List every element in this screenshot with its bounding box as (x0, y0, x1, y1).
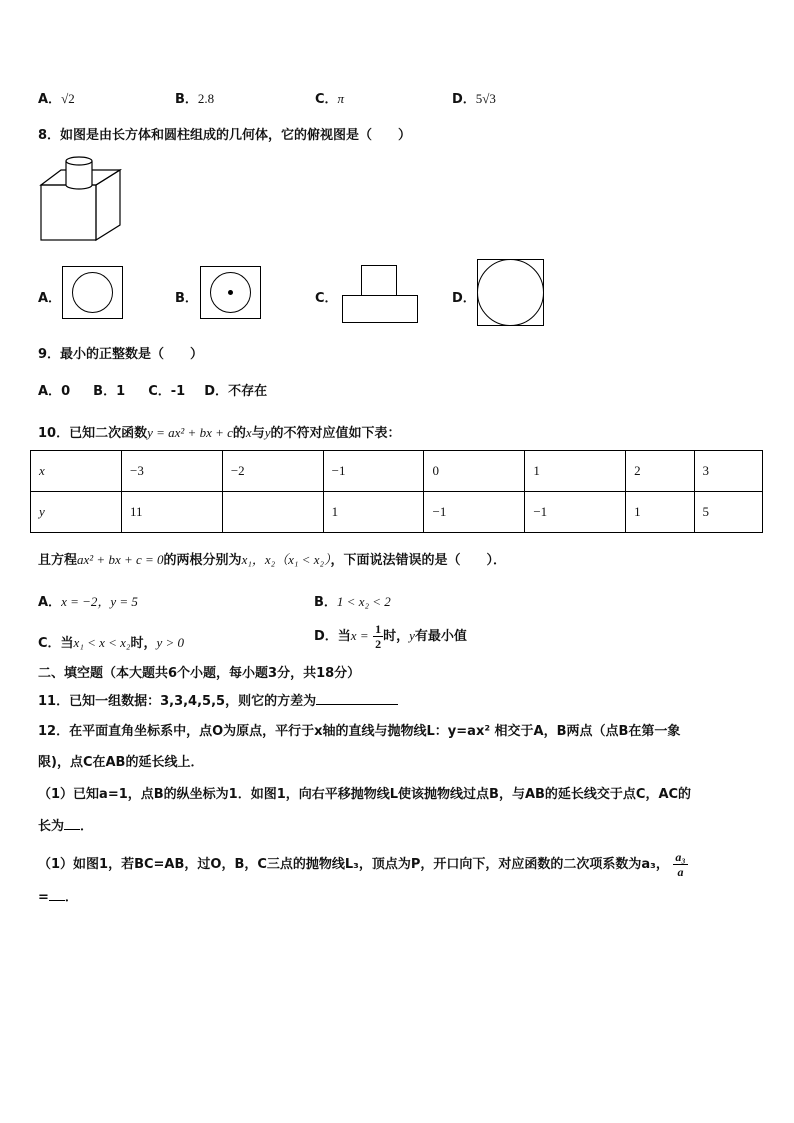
section-heading: 二、填空题（本大题共6个小题，每小题3分，共18分） (38, 666, 361, 681)
table-cell: 3 (694, 451, 762, 492)
q10-stem: 10．已知二次函数y = ax² + bx + c的x与y的不符对应值如下表： (38, 425, 401, 441)
answer-blank (316, 692, 398, 705)
table-cell: −1 (525, 492, 626, 533)
q7-option-b: B．2.8 (175, 91, 215, 107)
q12-line2: 限)，点C在AB的延长线上． (38, 755, 204, 770)
fraction-a3-over-a: $\frac{\text{a₃}}{a}$ (675, 850, 686, 879)
q9-stem: 9．最小的正整数是（ ） (38, 347, 204, 362)
q12-part1-line1: （1）已知a=1，点B的纵坐标为1．如图1，向右平移抛物线L使该抛物线过点B，与AB的延长线交于点C，AC的 (38, 787, 692, 802)
table-row (31, 451, 763, 492)
table-cell: y (31, 492, 122, 533)
table-cell: 0 (424, 451, 525, 492)
q8-option-c-figure (342, 265, 420, 325)
table-cell: −3 (122, 451, 223, 492)
table-cell: −2 (222, 451, 323, 492)
table-cell (222, 492, 323, 533)
q12-part2-line1: （1）如图1，若BC=AB，过O，B，C三点的抛物线L₃，顶点为P，开口向下，对应函数的二次项系数为a₃， $\frac{\text{a₃}}{a}$ (38, 850, 686, 879)
q10-option-d: D．当x = $\frac{1}{2}$ 时，y有最小值 (314, 622, 467, 651)
fraction-one-half: $\frac{1}{2}$ (375, 622, 382, 651)
answer-blank (64, 817, 80, 830)
q7-option-d: D．5√3 (452, 91, 496, 107)
q8-stem: 8．如图是由长方体和圆柱组成的几何体，它的俯视图是（ ） (38, 128, 412, 143)
q10-option-b: B．1 < x₂ < 2 (314, 594, 391, 610)
table-cell: 1 (525, 451, 626, 492)
table-cell: 11 (122, 492, 223, 533)
q7-option-a: A．√2 (38, 91, 75, 107)
answer-blank (49, 888, 65, 901)
q8-option-a-label: A． (38, 291, 62, 306)
table-cell: 1 (323, 492, 424, 533)
table-cell: 1 (626, 492, 694, 533)
table-cell: x (31, 451, 122, 492)
table-cell: −1 (323, 451, 424, 492)
q12-part2-line2: = ． (38, 890, 78, 905)
table-row (31, 492, 763, 533)
q11-stem: 11．已知一组数据：3,3,4,5,5，则它的方差为 (38, 690, 398, 709)
q8-option-d-figure (477, 259, 545, 327)
q9-options: A．0 B．1 C．-1 D．不存在 (38, 384, 268, 399)
q10-value-table (30, 450, 763, 533)
q8-option-b-figure (200, 266, 262, 320)
q8-option-b-label: B． (175, 291, 198, 306)
table-cell: 2 (626, 451, 694, 492)
q10-option-c: C．当x₁ < x < x₂时，y > 0 (38, 635, 185, 651)
q12-line1: 12．在平面直角坐标系中，点O为原点，平行于x轴的直线与抛物线L：y=ax² 相交于A，B两点（点B在第一象 (38, 724, 681, 739)
table-cell: −1 (424, 492, 525, 533)
q10-condition: 且方程ax² + bx + c = 0的两根分别为x₁，x₂（x₁ < x₂），下面说法错误的是（ ）． (38, 552, 507, 568)
table-cell: 5 (694, 492, 762, 533)
q8-option-a-figure (62, 266, 124, 320)
q8-solid-figure (36, 155, 126, 247)
q8-option-c-label: C． (315, 291, 338, 306)
q7-option-c: C．π (315, 91, 345, 107)
q12-part1-line2: 长为 ． (38, 819, 94, 834)
q8-option-d-label: D． (452, 291, 476, 306)
q10-option-a: A．x = −2，y = 5 (38, 594, 138, 610)
